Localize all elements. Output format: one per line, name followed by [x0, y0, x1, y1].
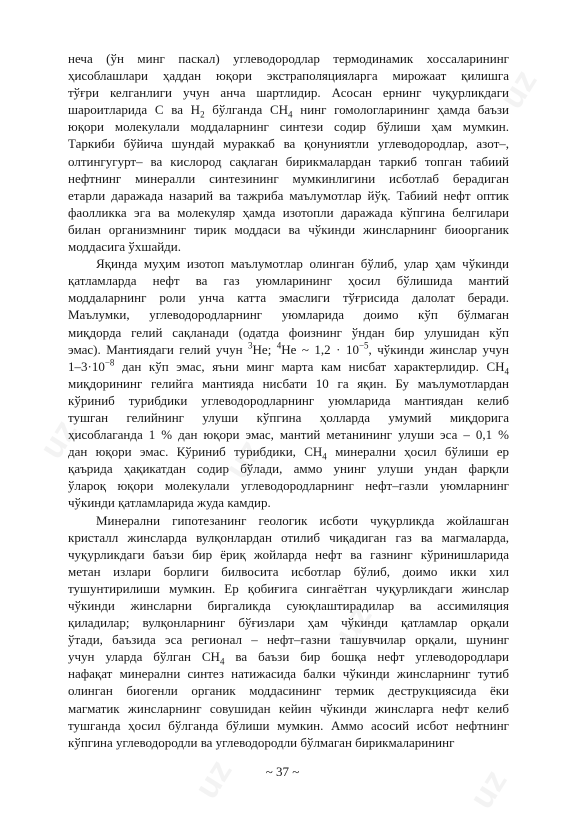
- text-line: нафақат минерални синтез натижасида балки чўкинди жинсларнинг тутиб: [68, 666, 509, 682]
- text-line: олинган биогенли органик моддасининг термик деструкциясида ёки: [68, 683, 509, 699]
- text-line: ўлароқ юқори молекулали углеводородларнинг нефт–газли уюмларнинг: [68, 478, 509, 494]
- text-line: етарли даражада назарий ва тажриба маълумотлар йўқ. Табиий нефт оптик: [68, 187, 509, 203]
- text-line: тушган гелийнинг улуши кўпгина ҳолларда умумий миқдорига: [68, 409, 509, 425]
- text-line: кристалл жинсларда вулқонлардан отилиб чиқадиган газ ва магмаларда,: [68, 529, 509, 545]
- paragraph: [68, 512, 509, 751]
- text-line: қиладилар; вулқонларнинг бўғизлари ҳам чўкинди қатламлар орқали: [68, 615, 509, 631]
- text-line: чўкинди қатламларида жуда камдир.: [68, 495, 271, 511]
- text-line: кўриниб турибдики углеводородларнинг уюмларида мантиядан келиб: [68, 392, 509, 408]
- text-line: қатламларда нефт ва газ уюмларининг ҳосил бўлишида мантий: [68, 273, 509, 289]
- body-text: [68, 50, 509, 751]
- text-line: шароитларида С ва $Н_2$ бўлганда $СН_4$ нинг гомологларининг ҳамда баъзи: [68, 102, 509, 120]
- text-line: дан юқори эмас. Кўриниб турибдики, $СН_4$ минерални ҳосил бўлиши ер: [68, 444, 509, 462]
- text-line: миқдорда гелий сақланади (одатда фоизнинг ўндан бир улушидан кўп: [68, 324, 509, 340]
- text-line: Маълумки, углеводородларнинг уюмларида доимо кўп бўлмаган: [68, 307, 509, 323]
- watermark-text: uz: [492, 63, 545, 116]
- text-line: магматик жинсларнинг совушидан кейин чўкинди жинсларга нефт келиб: [68, 700, 509, 716]
- text-line: моддаларнинг роли унча катта эмаслиги тўғрисида далолат беради.: [68, 290, 509, 306]
- text-line: учун уларда бўлган $СН_4$ ва баъзи бир бошқа нефт углеводородлари: [68, 649, 509, 667]
- text-line: эмас). Мантиядаги гелий учун $^3$Не; $^4$Не ~ $1,2 \cdot 10^{-5}$, чўкинди жинслар учун: [68, 340, 509, 357]
- text-line: чўкинди жинсларни биргаликда суюқлаштирадилар ва ассимиляция: [68, 598, 509, 613]
- text-line: Минерални гипотезанинг геологик исботи чуқурликда жойлашган: [96, 512, 509, 528]
- text-line: олтингугурт– ва кислород сақлаган бирикмалардан таркиб топган табиий: [68, 153, 509, 169]
- watermark-text: uz: [187, 753, 240, 806]
- page-number: ~ 37 ~: [265, 764, 300, 779]
- watermark-text: uz: [217, 433, 270, 486]
- text-line: билан организмнинг тирик моддаси ва чўкинди жинсларнинг биоорганик: [68, 221, 509, 237]
- watermark-text: uz: [327, 598, 380, 651]
- text-line: чуқурликдаги баъзи бир ёриқ жойларда нефт ва газнинг кўринишларида: [68, 546, 509, 562]
- paragraph: [68, 50, 509, 255]
- text-line: тушганда ҳосил бўлганда бўлиши мумкин. Аммо асосий исбот нефтнинг: [68, 717, 509, 733]
- text-line: Яқинда муҳим изотоп маълумотлар олинган бўлиб, улар ҳам чўкинди: [96, 256, 509, 272]
- text-line: Таркиби бўйича шундай мураккаб ва қонуниятли углеводородлар, азот–,: [68, 136, 509, 152]
- text-line: ҳисоблаганда 1 % дан юқори эмас, мантий метанининг улуши эса – 0,1 %: [68, 427, 509, 443]
- paragraph: [68, 255, 509, 511]
- text-line: фаолликка эга ва молекуляр ҳамда изотопли даражада кўпгина белгилари: [68, 204, 509, 220]
- text-line: неча (ўн минг паскал) углеводородлар термодинамик хоссаларининг: [68, 51, 509, 66]
- text-line: юқори молекулали моддаларнинг синтези содир бўлиши ҳам мумкин.: [68, 119, 509, 135]
- watermark-text: uz: [462, 763, 515, 816]
- text-line: ўтади, баъзида эса регионал – нефт–газни ташувчилар орқали, шунинг: [68, 632, 509, 648]
- text-line: қаърида ҳақикатдан содир бўлади, аммо унинг улуши ундан фарқли: [68, 461, 509, 477]
- text-line: моддасига ўхшайди.: [68, 239, 181, 255]
- text-line: тушунтирилиши мумкин. Ер қобиғига сингаётган чуқурликдаги жинслар: [68, 580, 509, 596]
- text-line: миқдорининг гелийга мантияда нисбати 10 га яқин. Бу маълумотлардан: [68, 375, 509, 391]
- text-line: метан излари борлиги билвосита исботлар бўлиб, доимо икки хил: [68, 563, 509, 579]
- text-line: нефтнинг минералли синтезининг мумкинлигини исботлаб берадиган: [68, 170, 509, 186]
- text-line: кўпгина углеводородли ва углеводородли бўлмаган бирикмаларининг: [68, 734, 455, 750]
- text-line: $1-3\cdot 10^{-8}$ дан кўп эмас, яъни минг марта кам нисбат характерлидир. $СН_4$: [68, 357, 509, 377]
- text-line: тўғри келганлиги учун анча шартлидир. Асосан ернинг чуқурликдаги: [68, 85, 509, 101]
- text-line: ҳисоблашлари ҳаддан юқори экстраполяцияларга мирожаат қилишга: [68, 68, 509, 84]
- watermark-text: uz: [32, 413, 85, 466]
